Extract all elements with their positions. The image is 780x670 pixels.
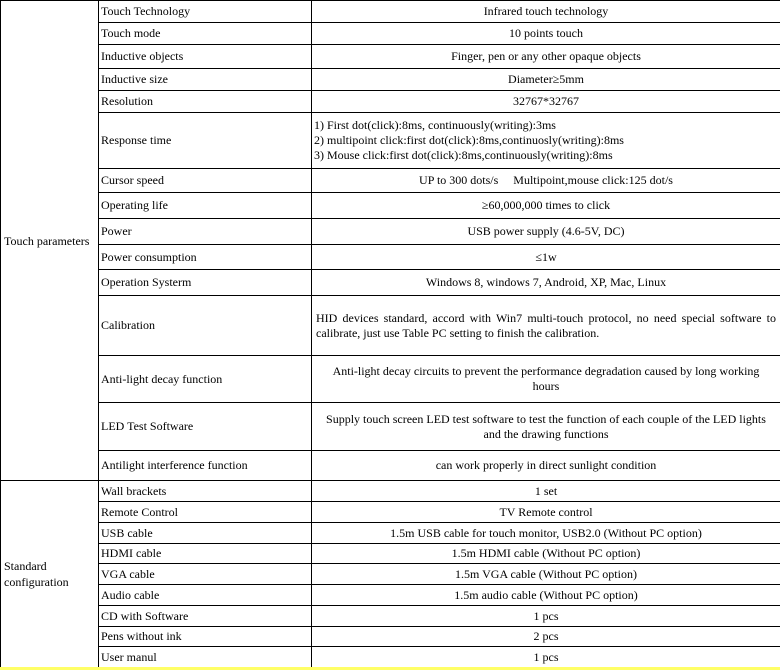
row-value-calibration: HID devices standard, accord with Win7 multi-touch protocol, no need special software to calibrate, just use Table PC setting to finish the calibration. (312, 296, 780, 356)
row-label-operating-life: Operating life (99, 193, 312, 219)
row-value-cursor-speed: UP to 300 dots/s Multipoint,mouse click:125 dot/s (312, 169, 780, 193)
row-value-audio-cable: 1.5m audio cable (Without PC option) (312, 585, 780, 606)
row-label-inductive-size: Inductive size (99, 69, 312, 91)
row-label-response-time: Response time (99, 113, 312, 169)
row-label-led-test-software: LED Test Software (99, 403, 312, 451)
row-label-vga-cable: VGA cable (99, 564, 312, 585)
section-standard-configuration: Standard configuration (1, 481, 99, 668)
row-value-usb-cable: 1.5m USB cable for touch monitor, USB2.0 (Without PC option) (312, 523, 780, 544)
response-time-line-1: 1) First dot(click):8ms, continuously(writing):3ms (314, 118, 556, 132)
table-row (1, 245, 780, 270)
table-row (1, 502, 780, 523)
row-value-touch-mode: 10 points touch (312, 23, 780, 45)
section-touch-parameters: Touch parameters (1, 1, 99, 481)
table-row (1, 296, 780, 356)
row-label-antilight-interference: Antilight interference function (99, 451, 312, 481)
table-row (1, 193, 780, 219)
row-label-resolution: Resolution (99, 91, 312, 113)
table-row (1, 585, 780, 606)
row-label-cd-software: CD with Software (99, 606, 312, 627)
table-row (1, 270, 780, 296)
row-label-anti-light-decay: Anti-light decay function (99, 356, 312, 403)
table-row (1, 627, 780, 647)
row-label-power-consumption: Power consumption (99, 245, 312, 270)
row-value-anti-light-decay: Anti-light decay circuits to prevent the performance degradation caused by long working hours (312, 356, 780, 403)
row-value-led-test-software: Supply touch screen LED test software to test the function of each couple of the LED lights and the drawing functions (312, 403, 780, 451)
table-row (1, 69, 780, 91)
row-label-cursor-speed: Cursor speed (99, 169, 312, 193)
row-label-calibration: Calibration (99, 296, 312, 356)
row-value-resolution: 32767*32767 (312, 91, 780, 113)
table-row (1, 481, 780, 502)
row-label-hdmi-cable: HDMI cable (99, 544, 312, 564)
table-row (1, 91, 780, 113)
row-value-vga-cable: 1.5m VGA cable (Without PC option) (312, 564, 780, 585)
row-value-operating-life: ≥60,000,000 times to click (312, 193, 780, 219)
table-row (1, 113, 780, 169)
row-label-pens: Pens without ink (99, 627, 312, 647)
row-label-user-manual: User manul (99, 647, 312, 668)
row-value-user-manual: 1 pcs (312, 647, 780, 668)
table-row (1, 523, 780, 544)
table-row (1, 564, 780, 585)
row-value-inductive-objects: Finger, pen or any other opaque objects (312, 45, 780, 69)
row-label-touch-technology: Touch Technology (99, 1, 312, 23)
row-label-wall-brackets: Wall brackets (99, 481, 312, 502)
table-row (1, 647, 780, 668)
row-value-antilight-interference: can work properly in direct sunlight condition (312, 451, 780, 481)
row-value-inductive-size: Diameter≥5mm (312, 69, 780, 91)
table-row (1, 45, 780, 69)
row-value-power-consumption: ≤1w (312, 245, 780, 270)
table-row (1, 544, 780, 564)
row-label-remote-control: Remote Control (99, 502, 312, 523)
table-row (1, 1, 780, 23)
row-value-touch-technology: Infrared touch technology (312, 1, 780, 23)
row-value-cd-software: 1 pcs (312, 606, 780, 627)
table-row (1, 403, 780, 451)
row-value-operation-system: Windows 8, windows 7, Android, XP, Mac, Linux (312, 270, 780, 296)
response-time-line-3: 3) Mouse click:first dot(click):8ms,continuously(writing):8ms (314, 148, 613, 162)
table-row (1, 23, 780, 45)
row-value-remote-control: TV Remote control (312, 502, 780, 523)
row-label-touch-mode: Touch mode (99, 23, 312, 45)
row-value-response-time (312, 113, 780, 169)
row-value-wall-brackets: 1 set (312, 481, 780, 502)
row-label-power: Power (99, 219, 312, 245)
row-label-usb-cable: USB cable (99, 523, 312, 544)
table-row (1, 356, 780, 403)
row-value-pens: 2 pcs (312, 627, 780, 647)
row-label-operation-system: Operation Systerm (99, 270, 312, 296)
row-label-audio-cable: Audio cable (99, 585, 312, 606)
row-label-inductive-objects: Inductive objects (99, 45, 312, 69)
response-time-line-2: 2) multipoint click:first dot(click):8ms,continuosly(writing):8ms (314, 133, 624, 147)
row-value-power: USB power supply (4.6-5V, DC) (312, 219, 780, 245)
table-row (1, 451, 780, 481)
table-row (1, 169, 780, 193)
row-value-hdmi-cable: 1.5m HDMI cable (Without PC option) (312, 544, 780, 564)
table-row (1, 219, 780, 245)
table-row (1, 606, 780, 627)
